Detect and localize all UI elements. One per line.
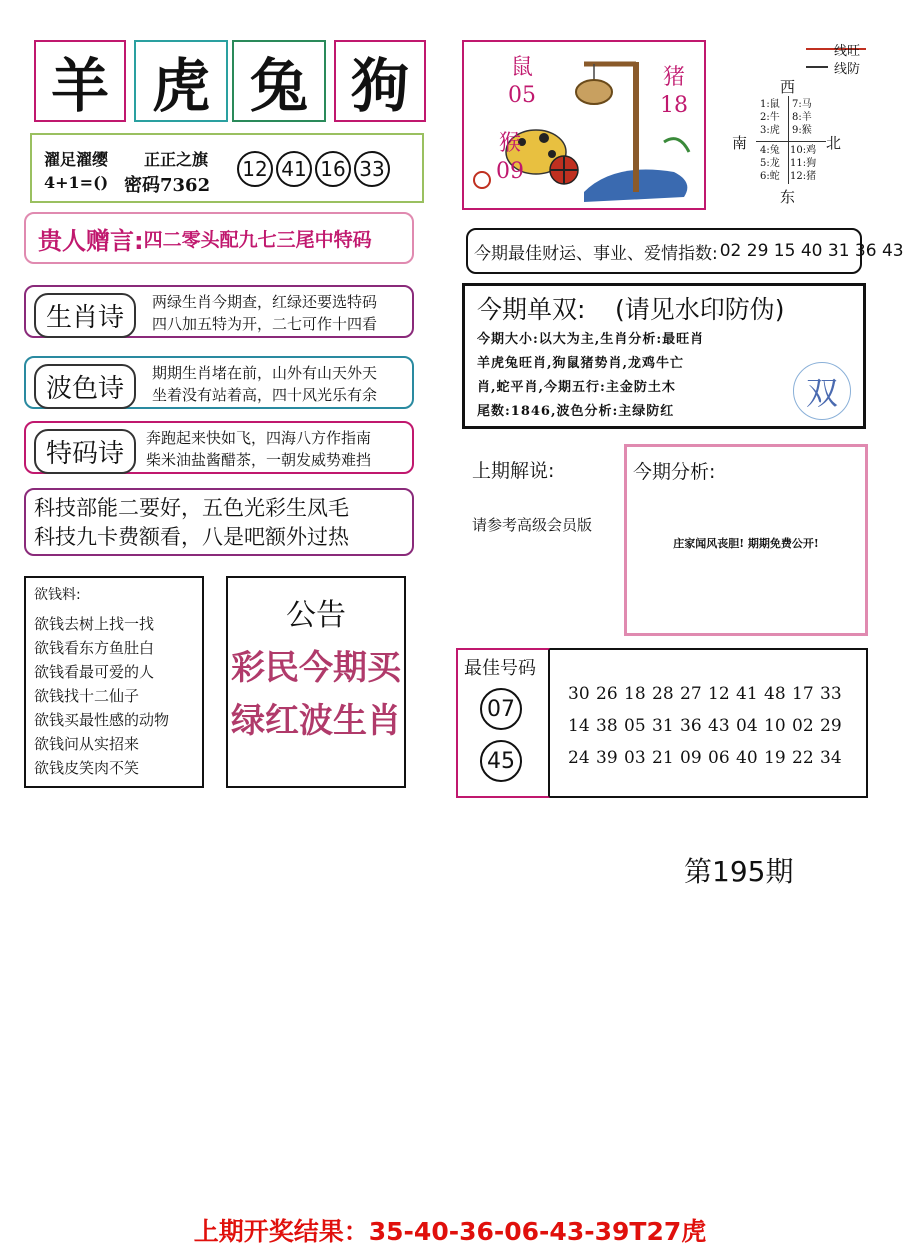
best-box bbox=[456, 648, 868, 798]
best-number: 33 bbox=[820, 684, 842, 704]
zodiac-index: 8:羊 bbox=[792, 112, 812, 123]
yuqian-line: 欲钱去树上找一找 bbox=[34, 615, 155, 633]
gonggao-line1: 彩民今期买 bbox=[231, 648, 401, 688]
best-number: 10 bbox=[764, 716, 786, 736]
compass-col4 bbox=[790, 144, 816, 183]
yuqian-box bbox=[24, 576, 204, 788]
danshuang-title: 今期单双: bbox=[477, 295, 586, 324]
zodiac-box-3: 兔 bbox=[232, 40, 326, 122]
last-result: 上期开奖结果：35-40-36-06-43-39T27虎 bbox=[193, 1217, 707, 1246]
zodiac-index: 11:狗 bbox=[790, 158, 817, 169]
issue-number: 第195期 bbox=[684, 855, 794, 888]
bose-poem-text bbox=[152, 362, 377, 406]
zodiac-index: 6:蛇 bbox=[760, 171, 780, 182]
poem-line: 期期生肖堵在前，山外有山天外天 bbox=[152, 364, 378, 382]
best-number: 31 bbox=[652, 716, 674, 736]
best-number: 26 bbox=[596, 684, 618, 704]
poem-line: 柴米油盐酱醋茶，一朝发威势难挡 bbox=[146, 451, 372, 469]
intro-line2-b: 密码7362 bbox=[124, 175, 211, 196]
best-number: 40 bbox=[736, 748, 758, 768]
keji-box bbox=[24, 488, 414, 556]
zodiac-index: 5:龙 bbox=[760, 158, 780, 169]
yuqian-line: 欲钱看最可爱的人 bbox=[34, 663, 155, 681]
gonggao-title: 公告 bbox=[286, 598, 346, 633]
label-pig bbox=[660, 64, 688, 120]
circle-number: 41 bbox=[276, 151, 312, 187]
best-number: 19 bbox=[764, 748, 786, 768]
intro-circles bbox=[237, 151, 393, 187]
best-number: 39 bbox=[596, 748, 618, 768]
zodiac-index: 9:猴 bbox=[792, 125, 812, 136]
best-number: 34 bbox=[820, 748, 842, 768]
best-number: 06 bbox=[708, 748, 730, 768]
best-number: 22 bbox=[792, 748, 814, 768]
zodiac-box-2: 虎 bbox=[134, 40, 228, 122]
compass-col1 bbox=[760, 98, 780, 137]
circle-number: 16 bbox=[315, 151, 351, 187]
best-circle-2: 45 bbox=[480, 740, 522, 782]
best-number: 36 bbox=[680, 716, 702, 736]
poem-line: 两绿生肖今期查，红绿还要选特码 bbox=[152, 293, 378, 311]
poem-line: 四八加五特为开，二七可作十四看 bbox=[152, 315, 378, 333]
best-number: 30 bbox=[568, 684, 590, 704]
tema-poem-box bbox=[24, 421, 414, 474]
zodiac-box-4: 狗 bbox=[334, 40, 426, 122]
legend-text-1: 线旺 bbox=[834, 44, 861, 59]
best-number: 02 bbox=[792, 716, 814, 736]
best-number: 28 bbox=[652, 684, 674, 704]
intro-line1-b: 正正之旗 bbox=[144, 150, 209, 169]
danshuang-line: 今期大小:以大为主,生肖分析:最旺肖 bbox=[477, 332, 705, 347]
yuqian-lines bbox=[34, 612, 202, 780]
label-animal: 猪 bbox=[662, 65, 685, 90]
keji-line: 科技部能二要好，五色光彩生凤毛 bbox=[34, 496, 349, 520]
guiren-text: 四二零头配九七三尾中特码 bbox=[143, 228, 372, 251]
intro-line1-a: 濯足濯缨 bbox=[44, 150, 109, 169]
shengxiao-poem-box bbox=[24, 285, 414, 338]
label-num: 18 bbox=[660, 93, 688, 118]
tema-poem-text bbox=[146, 427, 371, 471]
best-number: 18 bbox=[624, 684, 646, 704]
best-number: 14 bbox=[568, 716, 590, 736]
best-number: 21 bbox=[652, 748, 674, 768]
analysis-box bbox=[624, 444, 868, 636]
direction-east: 东 bbox=[780, 188, 796, 206]
danshuang-line: 尾数:1846,波色分析:主绿防红 bbox=[477, 404, 675, 419]
zodiac-index: 2:牛 bbox=[760, 112, 780, 123]
danshuang-line: 羊虎兔旺肖,狗鼠猪势肖,龙鸡牛亡 bbox=[477, 356, 685, 371]
bose-poem-label: 波色诗 bbox=[34, 364, 136, 409]
yuqian-title: 欲钱料: bbox=[34, 587, 81, 603]
bose-poem-box bbox=[24, 356, 414, 409]
compass-col3 bbox=[760, 144, 780, 183]
label-num: 09 bbox=[496, 159, 524, 184]
circle-number: 12 bbox=[237, 151, 273, 187]
compass bbox=[722, 40, 882, 210]
best-number: 43 bbox=[708, 716, 730, 736]
best-number: 04 bbox=[736, 716, 758, 736]
best-row bbox=[568, 710, 848, 742]
shengxiao-poem-label: 生肖诗 bbox=[34, 293, 136, 338]
best-number: 48 bbox=[764, 684, 786, 704]
best-circle-1: 07 bbox=[480, 688, 522, 730]
yuqian-line: 欲钱看东方鱼肚白 bbox=[34, 639, 155, 657]
best-number: 27 bbox=[680, 684, 702, 704]
danshuang-subtitle: (请见水印防伪) bbox=[615, 295, 785, 324]
analysis-title: 今期分析: bbox=[633, 461, 716, 483]
zodiac-index: 3:虎 bbox=[760, 125, 780, 136]
circle-number: 33 bbox=[354, 151, 390, 187]
direction-west: 西 bbox=[780, 78, 796, 96]
danshuang-lines bbox=[477, 328, 704, 424]
best-number: 29 bbox=[820, 716, 842, 736]
compass-vline bbox=[788, 96, 789, 184]
yuqian-line: 欲钱问从实招来 bbox=[34, 735, 140, 753]
picture-box bbox=[462, 40, 706, 210]
best-number: 17 bbox=[792, 684, 814, 704]
poem-line: 奔跑起来快如飞，四海八方作指南 bbox=[146, 429, 372, 447]
compass-col2 bbox=[792, 98, 812, 137]
legend-text-2: 线防 bbox=[834, 62, 861, 77]
label-monkey bbox=[496, 130, 524, 186]
fortune-numbers: 02 29 15 40 31 36 43 bbox=[719, 241, 904, 261]
best-number: 38 bbox=[596, 716, 618, 736]
zodiac-index: 1:鼠 bbox=[760, 99, 780, 110]
yuqian-line: 欲钱买最性感的动物 bbox=[34, 711, 170, 729]
fortune-box bbox=[466, 228, 904, 274]
zodiac-box-1: 羊 bbox=[34, 40, 126, 122]
fortune-label: 今期最佳财运、事业、爱情指数: bbox=[474, 243, 718, 264]
gonggao-box bbox=[226, 576, 406, 788]
analysis-text: 庄家闻风丧胆! 期期免费公开! bbox=[673, 537, 819, 550]
guiren-box bbox=[24, 212, 414, 264]
poem-line: 坐着没有站着高，四十风光乐有余 bbox=[152, 386, 378, 404]
label-num: 05 bbox=[508, 83, 536, 108]
direction-south: 南 bbox=[732, 134, 748, 152]
intro-box bbox=[30, 133, 424, 203]
watermark-stamp: 双 bbox=[793, 362, 851, 420]
intro-line2-a: 4+1=() bbox=[44, 173, 109, 192]
zodiac-index: 4:兔 bbox=[760, 145, 780, 156]
zodiac-index: 12:猪 bbox=[790, 171, 817, 182]
guiren-label: 贵人赠言: bbox=[38, 226, 144, 255]
best-number: 03 bbox=[624, 748, 646, 768]
best-row bbox=[568, 678, 848, 710]
shengxiao-poem-text bbox=[152, 291, 377, 335]
label-animal: 鼠 bbox=[510, 55, 533, 80]
compass-hline bbox=[756, 141, 826, 142]
best-grid bbox=[568, 678, 848, 774]
keji-line: 科技九卡费额看，八是吧额外过热 bbox=[34, 525, 349, 549]
best-row bbox=[568, 742, 848, 774]
legend-black-line bbox=[806, 66, 828, 68]
danshuang-line: 肖,蛇平肖,今期五行:主金防土木 bbox=[477, 380, 676, 395]
direction-north: 北 bbox=[826, 134, 842, 152]
shangqi-title: 上期解说: bbox=[472, 460, 555, 482]
best-number: 12 bbox=[708, 684, 730, 704]
zodiac-index: 10:鸡 bbox=[790, 145, 817, 156]
gonggao-line2: 绿红波生肖 bbox=[231, 701, 401, 741]
best-number: 09 bbox=[680, 748, 702, 768]
tema-poem-label: 特码诗 bbox=[34, 429, 136, 474]
label-animal: 猴 bbox=[498, 131, 521, 156]
zodiac-index: 7:马 bbox=[792, 99, 812, 110]
best-title: 最佳号码 bbox=[464, 658, 536, 679]
best-number: 05 bbox=[624, 716, 646, 736]
label-rat bbox=[508, 54, 536, 110]
yuqian-line: 欲钱皮笑肉不笑 bbox=[34, 759, 140, 777]
yuqian-line: 欲钱找十二仙子 bbox=[34, 687, 140, 705]
best-number: 24 bbox=[568, 748, 590, 768]
shangqi-text: 请参考高级会员版 bbox=[472, 516, 593, 534]
best-number: 41 bbox=[736, 684, 758, 704]
danshuang-box bbox=[462, 283, 866, 429]
